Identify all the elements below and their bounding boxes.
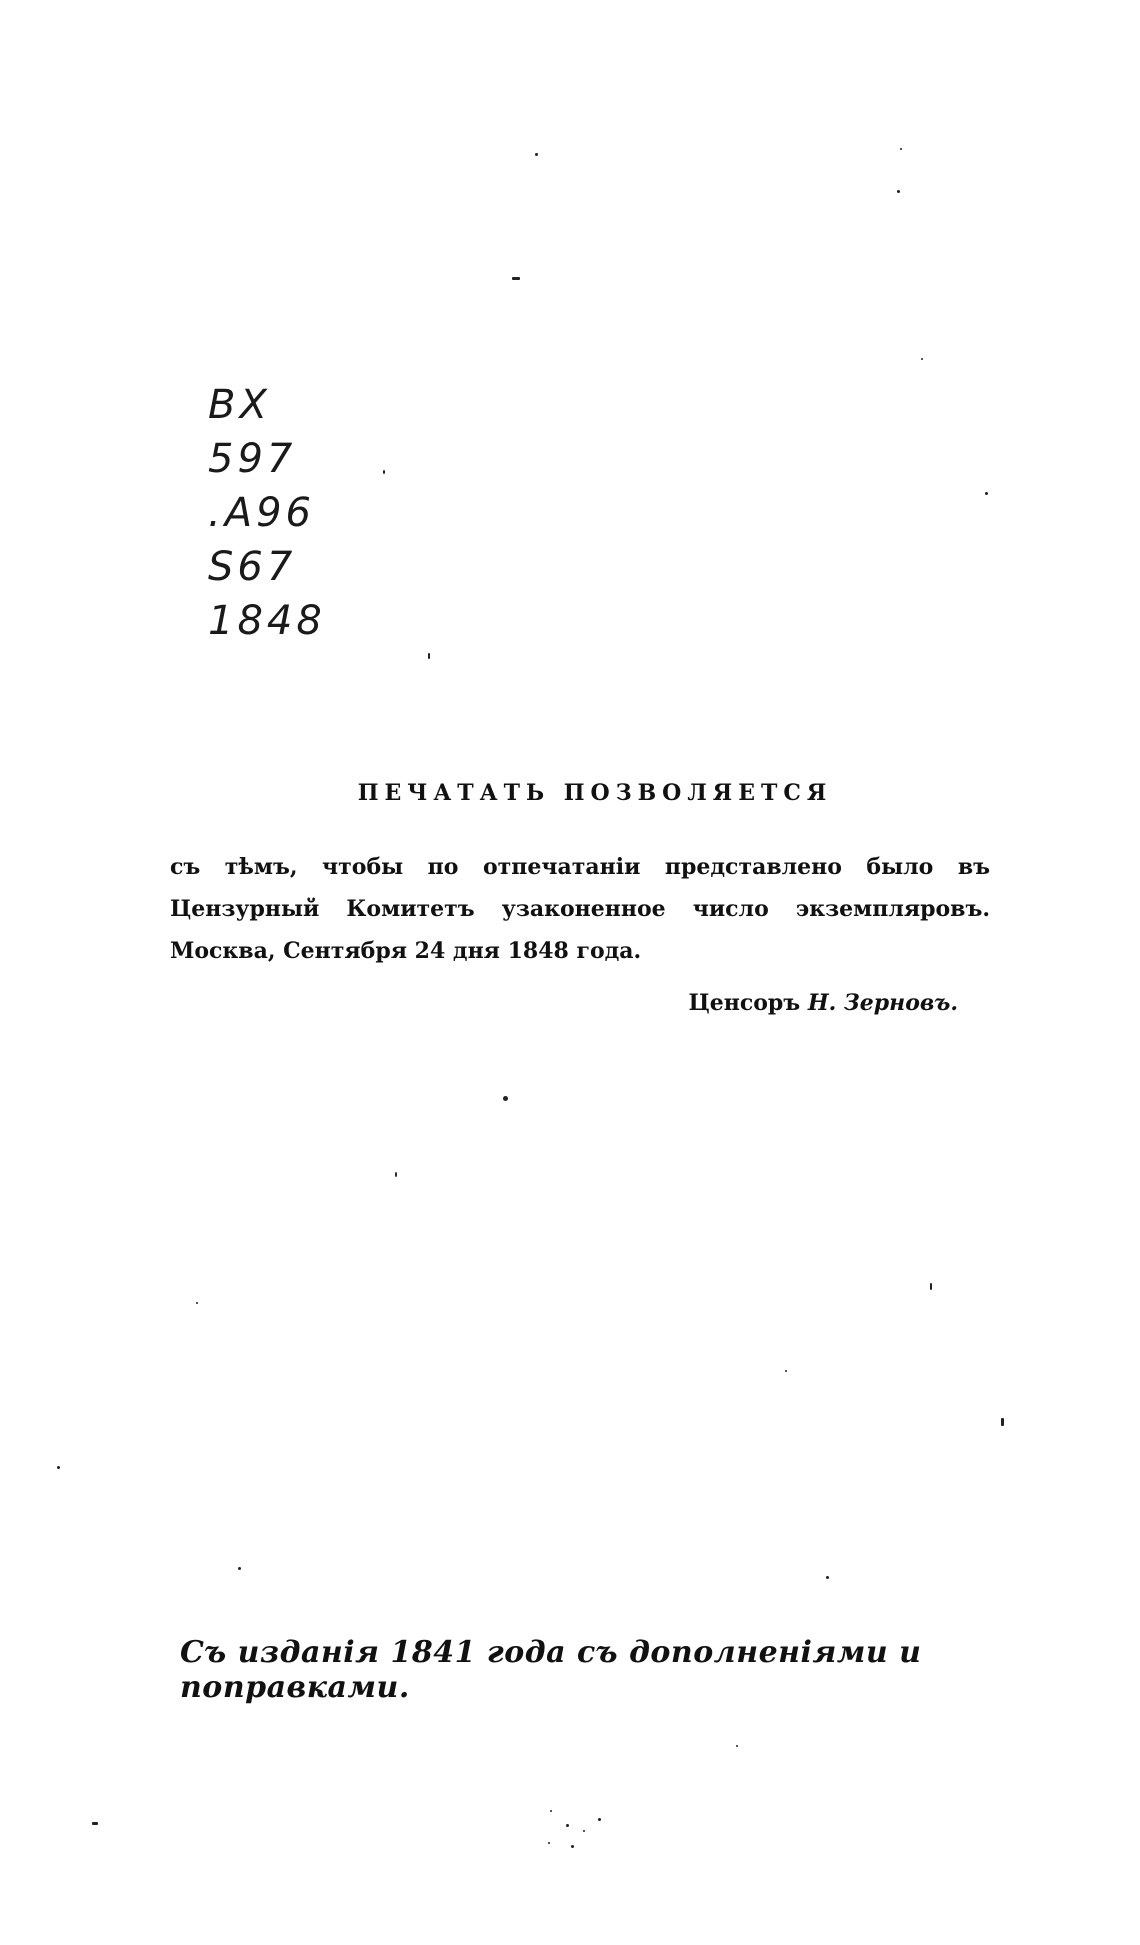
print-speck <box>583 1830 585 1832</box>
print-speck <box>900 148 902 150</box>
call-number-line: 1848 <box>208 598 326 644</box>
permission-text: съ тѣмъ, чтобы по отпечатаніи представлено было въ Цензурный Комитетъ узаконенное число экземпляровъ. Москва, Сентября 24 дня 1848 года. <box>170 854 990 964</box>
print-speck <box>196 1302 198 1304</box>
print-speck <box>395 1172 397 1177</box>
print-speck <box>566 1824 569 1827</box>
print-speck <box>535 153 538 156</box>
print-speck <box>826 1576 829 1579</box>
print-speck <box>571 1845 574 1848</box>
print-speck <box>921 358 923 360</box>
censorship-permission <box>170 780 990 1016</box>
print-speck <box>428 653 430 659</box>
censor-signature <box>170 990 990 1016</box>
print-speck <box>503 1096 508 1101</box>
call-number-line: .A96 <box>208 490 315 536</box>
print-speck <box>1001 1418 1004 1426</box>
print-speck <box>985 492 988 495</box>
censor-title: Ценсоръ <box>688 990 801 1016</box>
print-speck <box>930 1283 932 1290</box>
library-call-number <box>208 378 328 648</box>
print-speck <box>512 277 520 280</box>
print-speck <box>550 1810 552 1812</box>
print-speck <box>383 470 385 474</box>
print-speck <box>92 1822 98 1825</box>
call-number-line: S67 <box>208 544 297 590</box>
print-speck <box>897 190 900 193</box>
print-speck <box>57 1466 60 1469</box>
call-number-line: BX <box>208 382 271 428</box>
call-number-line: 597 <box>208 436 297 482</box>
permission-heading: ПЕЧАТАТЬ ПОЗВОЛЯЕТСЯ <box>357 780 833 806</box>
print-speck <box>238 1567 241 1570</box>
print-speck <box>598 1818 601 1821</box>
print-speck <box>548 1842 550 1844</box>
print-speck <box>785 1370 787 1372</box>
print-speck <box>736 1745 738 1747</box>
censor-name: Н. Зерновъ. <box>807 990 958 1016</box>
edition-note: Съ изданія 1841 года съ дополненіями и поправками. <box>180 1635 922 1705</box>
